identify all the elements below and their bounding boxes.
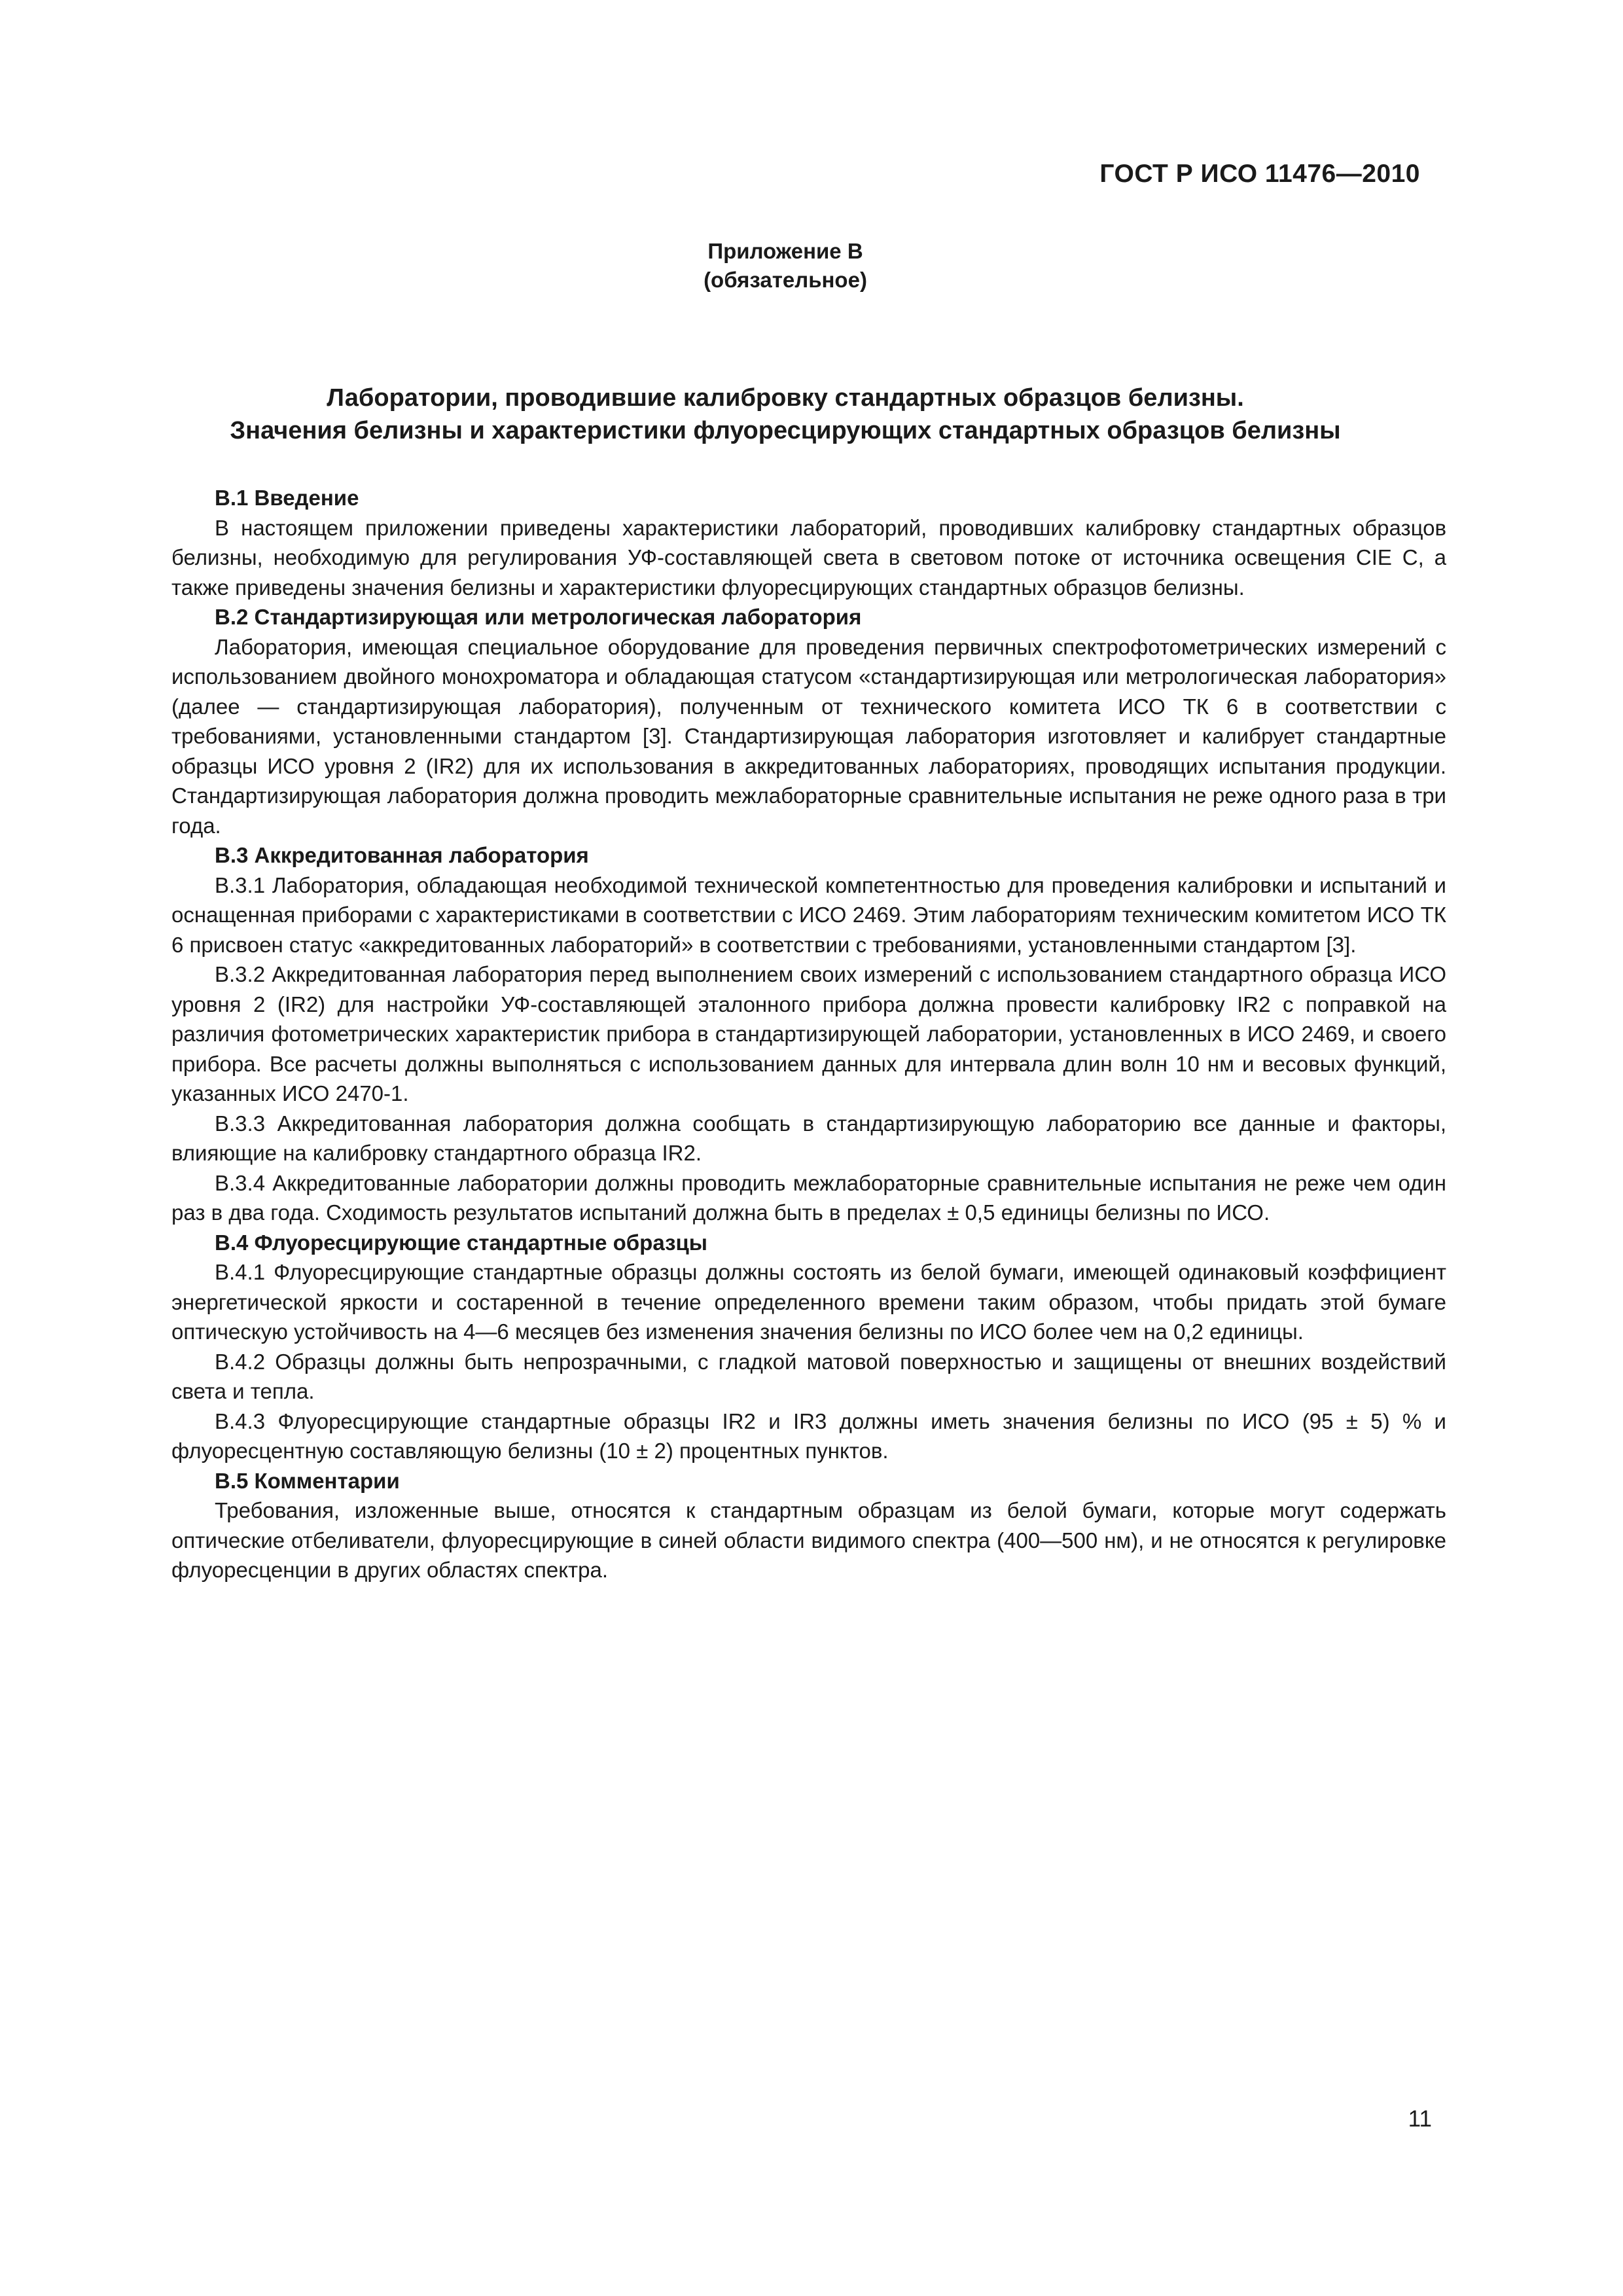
- title-line-2: Значения белизны и характеристики флуоресцирующих стандартных образцов белизны: [230, 417, 1341, 444]
- paragraph: В.3.2 Аккредитованная лаборатория перед выполнением своих измерений с использованием стандартного образца ИСО уровня 2 (IR2) для настройки УФ-составляющей эталонного прибора должна провести калибровку IR2 с поправкой на различия фотометрических характеристик прибора в стандартизирующей лаборатории, установленных в ИСО 2469, и своего прибора. Все расчеты должны выполняться с использованием данных для интервала длин волн 10 нм и весовых функций, указанных ИСО 2470-1.: [171, 962, 1446, 1105]
- appendix-type: (обязательное): [704, 268, 867, 292]
- paragraph: В.4.1 Флуоресцирующие стандартные образцы должны состоять из белой бумаги, имеющей одинаковый коэффициент энергетической яркости и состаренной в течение определенного времени таким образом, чтобы придать этой бумаге оптическую устойчивость на 4—6 месяцев без изменения значения белизны по ИСО более чем на 0,2 единицы.: [171, 1260, 1446, 1344]
- appendix-label: Приложение В: [707, 239, 863, 263]
- page-number: 11: [1408, 2106, 1432, 2132]
- paragraph: В.4.3 Флуоресцирующие стандартные образцы IR2 и IR3 должны иметь значения белизны по ИСО (95 ± 5) % и флуоресцентную составляющую белизны (10 ± 2) процентных пунктов.: [171, 1408, 1446, 1463]
- section-heading-b3: В.3 Аккредитованная лаборатория: [215, 843, 589, 867]
- section-heading-b2: В.2 Стандартизирующая или метрологическая лаборатория: [215, 605, 862, 629]
- paragraph: В.3.1 Лаборатория, обладающая необходимой технической компетентностью для проведения калибровки и испытаний и оснащенная приборами с характеристиками в соответствии с ИСО 2469. Этим лабораториям техническим комитетом ИСО ТК 6 присвоен статус «аккредитованных лабораторий» в соответствии с требованиями, установленными стандартом [3].: [171, 872, 1446, 957]
- paragraph: В.3.3 Аккредитованная лаборатория должна сообщать в стандартизирующую лабораторию все данные и факторы, влияющие на калибровку стандартного образца IR2.: [171, 1111, 1446, 1165]
- section-heading-b1: В.1 Введение: [215, 486, 359, 510]
- paragraph: Требования, изложенные выше, относятся к стандартным образцам из белой бумаги, которые могут содержать оптические отбеливатели, флуоресцирующие в синей области видимого спектра (400—500 нм), и не относятся к регулировке флуоресценции в других областях спектра.: [171, 1498, 1446, 1582]
- appendix-title: [0, 382, 1571, 447]
- paragraph: Лаборатория, имеющая специальное оборудование для проведения первичных спектрофотометрических измерений с использованием двойного монохроматора и обладающая статусом «стандартизирующая или метрологическая лаборатория» (далее — стандартизирующая лаборатория), полученным от технического комитета ИСО ТК 6 в соответствии с требованиями, установленными стандартом [3]. Стандартизирующая лаборатория изготовляет и калибрует стандартные образцы ИСО уровня 2 (IR2) для их использования в аккредитованных лабораториях, проводящих испытания продукции. Стандартизирующая лаборатория должна проводить межлабораторные сравнительные испытания не реже одного раза в три года.: [171, 634, 1446, 838]
- paragraph: В настоящем приложении приведены характеристики лабораторий, проводивших калибровку стандартных образцов белизны, необходимую для регулирования УФ-составляющей света в световом потоке от источника освещения CIE С, а также приведены значения белизны и характеристики флуоресцирующих стандартных образцов белизны.: [171, 515, 1446, 600]
- document-body: [171, 483, 1446, 1585]
- paragraph: В.3.4 Аккредитованные лаборатории должны проводить межлабораторные сравнительные испытания не реже чем один раз в два года. Сходимость результатов испытаний должна быть в пределах ± 0,5 единицы белизны по ИСО.: [171, 1170, 1446, 1225]
- title-line-1: Лаборатории, проводившие калибровку стандартных образцов белизны.: [327, 384, 1244, 412]
- appendix-heading: [0, 237, 1571, 295]
- section-heading-b5: В.5 Комментарии: [215, 1468, 400, 1493]
- document-code: ГОСТ Р ИСО 11476—2010: [1099, 160, 1420, 188]
- section-heading-b4: В.4 Флуоресцирующие стандартные образцы: [215, 1230, 707, 1255]
- paragraph: В.4.2 Образцы должны быть непрозрачными, с гладкой матовой поверхностью и защищены от внешних воздействий света и тепла.: [171, 1349, 1446, 1403]
